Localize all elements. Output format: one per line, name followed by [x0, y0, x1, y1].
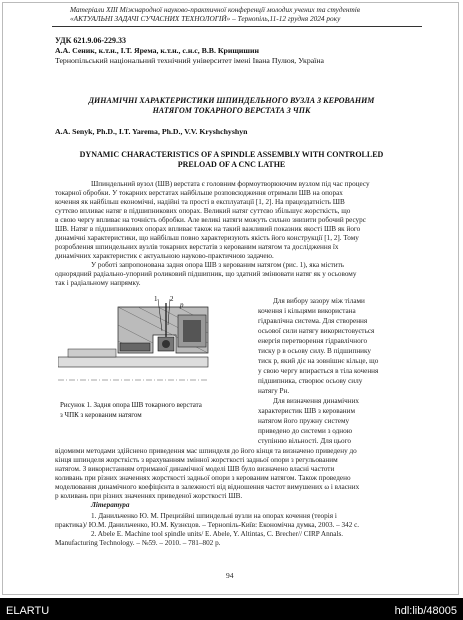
affiliation: Тернопільський національний технічний університет імені Івана Пулюя, Україна: [55, 56, 324, 65]
conference-header-line1: Матеріали XIII Міжнародної науково-практичної конференції молодих учених та студентів: [70, 5, 360, 14]
right-column-line: підшипника, створює осьову силу: [258, 377, 363, 385]
reference-line: 2. Abele E. Machine tool spindle units/ E. Abele, Y. Altintas, C. Brecher// CIRP Annals.: [91, 530, 344, 538]
paragraph1-line: токарної обробки. У токарних верстатах найбільше розповсюдження отримали ШВ на опорах: [55, 189, 343, 197]
figure-label-p: p: [180, 301, 184, 309]
reference-line: Manufacturing Technology. – №59. – 2010. – 781–802 p.: [55, 539, 221, 547]
paragraph1-line: розроблення шпиндельних вузлів токарних верстатів з керованим натягом та дослідження їх: [55, 243, 339, 251]
right-column-line: Для визначення динамічних: [273, 397, 360, 405]
right-column-line: тиску p в осьову силу. В підшипнику: [258, 347, 371, 355]
paragraph2-line: однорядний радіально-упорний роликовий підшипник, що здатний змінювати натяг як у осьовому: [55, 270, 357, 278]
paragraph1-line: динамічні характеристики, що найбільш повно характеризують якість його конструкції [1, 2]. Тому: [55, 234, 359, 242]
authors-en: A.A. Senyk, Ph.D., I.T. Yarema, Ph.D., V.V. Kryshchyshyn: [55, 127, 248, 136]
reference-line: практика)/ Ю.М. Данильченко, Ю.М. Кузнєцов. – Тернопіль-Київ: Економічна думка, 2003. – 342 с.: [55, 521, 360, 529]
right-column-line: Для вибору зазору між тілами: [273, 297, 365, 305]
footer-handle-link[interactable]: hdl:lib/48005: [394, 605, 457, 617]
paragraph1-line: кочення як найбільш економічні, надійні та прості в експлуатації [1, 2]. На працездатність ШВ: [55, 198, 345, 206]
paragraph1-line: Шпиндельний вузол (ШВ) верстата є головним формоутворюючим вузлом під час процесу: [91, 180, 370, 188]
right-column-line: у свою чергу впирається в тіла кочення: [258, 367, 379, 375]
right-column-line: характеристик ШВ з керованим: [258, 407, 356, 415]
paragraph3-line: моделювання динамічного коефіцієнта в залежності від відношення частот вимушених ω і власних: [55, 483, 360, 491]
figure-label-1: 1: [154, 295, 158, 303]
paragraph2-line: У роботі запропонована задня опора ШВ з керованим натягом (рис. 1), яка містить: [91, 261, 345, 269]
footer-bar: [0, 598, 463, 620]
page-number: 94: [226, 571, 234, 580]
figure-label-2: 2: [170, 295, 174, 303]
figure-caption-line2: з ЧПК з керованим натягом: [60, 411, 142, 419]
paragraph3-line: p коливань при різних значеннях приведеної жорсткості ШВ.: [55, 492, 243, 500]
paragraph3-line: натягом. З використанням отриманої динамічної моделі ШВ було визначено власні частоти: [55, 465, 335, 473]
paragraph1-line: ШВ. Натяг в підшипникових опорах впливає також на такий важливий показник якості ШВ як його: [55, 225, 361, 233]
right-column-line: натягу Pн.: [258, 387, 290, 395]
paragraph3-line: кінця шпинделя жорсткість з врахуванням змінної жорсткості задньої опори з регульованим: [55, 456, 338, 464]
right-column-line: тиск p, який діє на зовнішнє кільце, що: [258, 357, 379, 365]
conference-header-line2: «АКТУАЛЬНІ ЗАДАЧІ СУЧАСНИХ ТЕХНОЛОГІЙ» – Тернопіль,11-12 грудня 2024 року: [70, 14, 341, 23]
paragraph3-line: коливань при різних значеннях жорсткості задньої опори з керованим натягом. Також проведено: [55, 474, 351, 482]
paragraph1-line: суттєво впливає натяг в підшипникових опорах. Великий натяг суттєво збільшує жорсткість, що: [55, 207, 351, 215]
rear-support-drawing: [58, 295, 218, 395]
right-column-line: гідравлічна система. Для створення: [258, 317, 368, 325]
references-heading: Література: [91, 501, 130, 509]
paragraph1-line: динамічних характеристик є актуальною науково-практичною задачею.: [55, 252, 274, 260]
right-column-line: осьової сили натягу використовується: [258, 327, 375, 335]
paragraph1-line: в свою чергу впливає на точність обробки. Але великі натяги можуть сильно знизити робочий ресурс: [55, 216, 366, 224]
title-ua-line2: НАТЯГОМ ТОКАРНОГО ВЕРСТАТА З ЧПК: [152, 106, 311, 115]
right-column-line: енергія перетворення гідравлічного: [258, 337, 368, 345]
right-column-line: кочення і кільцями використана: [258, 307, 356, 315]
right-column-line: ступінню вільності. Для цього: [258, 437, 352, 445]
title-en-line1: DYNAMIC CHARACTERISTICS OF A SPINDLE ASSEMBLY WITH CONTROLLED: [79, 150, 384, 159]
footer-left-label: ELARTU: [6, 605, 50, 617]
authors-ua: А.А. Сеник, к.т.н., І.Т. Ярема, к.т.н., с.н.с, В.В. Крищишин: [55, 46, 259, 55]
header-rule: [52, 26, 422, 27]
title-en-line2: PRELOAD OF A CNC LATHE: [177, 160, 286, 169]
figure-caption-line1: Рисунок 1. Задня опора ШВ токарного верстата: [60, 401, 202, 409]
right-column-line: натягом його пружну систему: [258, 417, 350, 425]
right-column-line: приведено до системи з одною: [258, 427, 353, 435]
udk-code: УДК 621.9.06-229.33: [55, 36, 127, 45]
paragraph3-line: відомими методами здійснено приведення мас шпинделя до його кінця та визначено приведену до: [55, 447, 357, 455]
reference-line: 1. Данильченко Ю. М. Прецизійні шпиндельні вузли на опорах кочення (теорія і: [91, 512, 337, 520]
paragraph2-line: так і радіальному напрямку.: [55, 279, 141, 287]
title-ua-line1: ДИНАМІЧНІ ХАРАКТЕРИСТИКИ ШПИНДЕЛЬНОГО ВУЗЛА З КЕРОВАНИМ: [88, 96, 375, 105]
